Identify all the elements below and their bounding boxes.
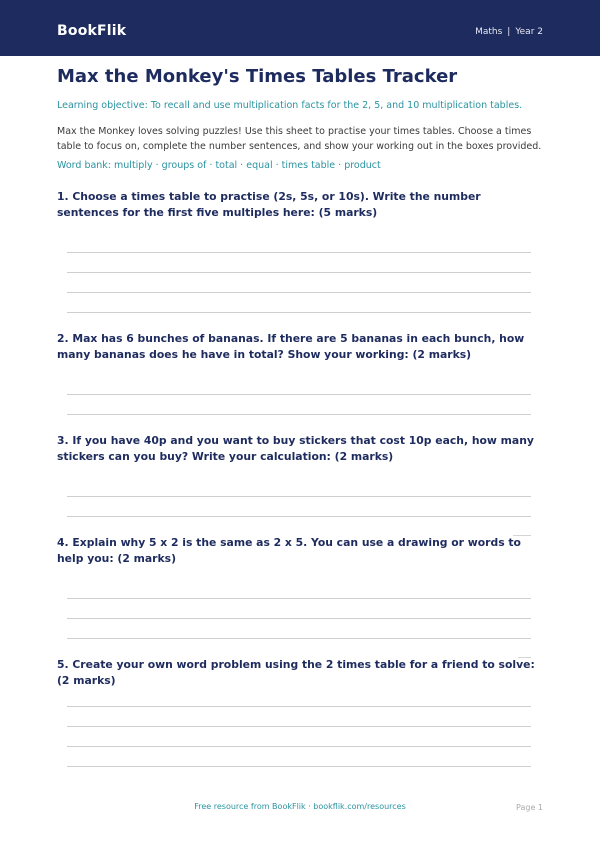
learning-objective: Learning objective: To recall and use multiplication facts for the 2, 5, and 10 multiplication tables. (57, 100, 523, 111)
answer-line[interactable] (67, 312, 531, 313)
answer-line[interactable] (67, 394, 531, 395)
question-3: 3. If you have 40p and you want to buy stickers that cost 10p each, how many stickers can you buy? Write your calculation: (2 marks) (57, 434, 534, 463)
question-4: 4. Explain why 5 x 2 is the same as 2 x 5. You can use a drawing or words to help you: (2 marks) (57, 536, 521, 565)
answer-line[interactable] (67, 618, 531, 619)
question-1: 1. Choose a times table to practise (2s, 5s, or 10s). Write the number sentences for the first five multiples here: (5 marks) (57, 190, 481, 219)
header-bar (0, 0, 600, 56)
meta-separator: | (507, 27, 511, 37)
answer-line[interactable] (67, 638, 531, 639)
answer-line[interactable] (67, 598, 531, 599)
answer-line[interactable] (67, 496, 531, 497)
question-5: 5. Create your own word problem using the 2 times table for a friend to solve: (2 marks) (57, 658, 535, 687)
answer-line[interactable] (67, 706, 531, 707)
answer-line[interactable] (67, 292, 531, 293)
answer-line[interactable] (67, 252, 531, 253)
answer-line[interactable] (67, 746, 531, 747)
year-label: Year 2 (515, 27, 543, 37)
answer-line[interactable] (67, 726, 531, 727)
answer-line[interactable] (67, 516, 531, 517)
worksheet-title: Max the Monkey's Times Tables Tracker (57, 66, 458, 87)
intro-paragraph: Max the Monkey loves solving puzzles! Use this sheet to practise your times tables. Choose a times table to focus on, complete the number sentences, and show your working out in the boxes provided. (57, 126, 542, 152)
word-bank: Word bank: multiply · groups of · total · equal · times table · product (57, 160, 381, 171)
answer-line[interactable] (67, 272, 531, 273)
subject-label: Maths (475, 27, 503, 37)
question-2: 2. Max has 6 bunches of bananas. If there are 5 bananas in each bunch, how many bananas does he have in total? Show your working: (2 marks) (57, 332, 525, 361)
answer-line[interactable] (67, 766, 531, 767)
subject-year-label (475, 27, 543, 37)
brand-logo[interactable]: BookFlik (57, 23, 127, 39)
footer-credit[interactable]: Free resource from BookFlik · bookflik.com/resources (194, 802, 406, 811)
answer-line[interactable] (67, 414, 531, 415)
page-number: Page 1 (516, 803, 543, 812)
